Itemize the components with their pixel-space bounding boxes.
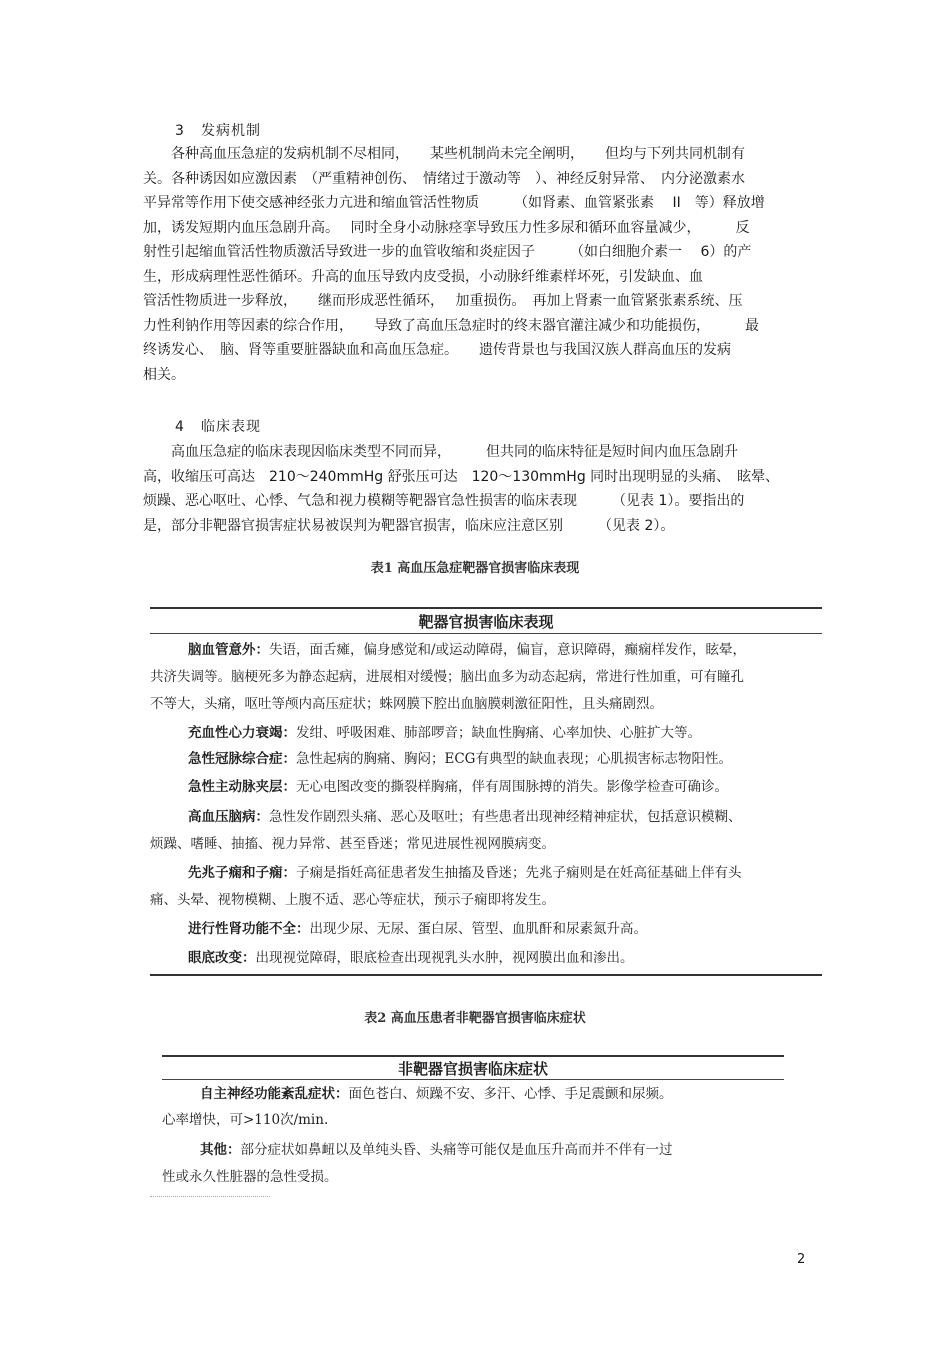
row-text: 不等大，头痛，呕吐等颅内高压症状；蛛网膜下腔出血脑膜刺激征阳性，且头痛剧烈。 [150,696,663,712]
table-row [150,832,555,852]
paragraph-line: 加，诱发短期内血压急剧升高。 同时全身小动脉痉挛导致压力性多尿和循环血容量减少， 反 [143,219,750,236]
page-number: 2 [797,1252,806,1267]
table-rule-top [162,1055,784,1057]
table-row [162,1108,328,1128]
table-rule-bottom [150,974,822,976]
row-text: 痛、头晕、视物模糊、上腹不适、恶心等症状，预示子痫即将发生。 [150,892,555,908]
row-text: 部分症状如鼻衄以及单纯头昏、头痛等可能仅是血压升高而并不伴有一过 [240,1142,673,1158]
row-label: 眼底改变： [188,950,256,966]
paragraph-line: 平异常等作用下使交感神经张力亢进和缩血管活性物质 （如肾素、血管紧张素 II 等）释放增 [143,195,765,211]
section-3-heading [175,120,261,140]
row-label: 急性冠脉综合症： [188,751,296,767]
table-2 [162,1048,784,1198]
row-text: 共济失调等。脑梗死多为静态起病，进展相对缓慢；脑出血多为动态起病，常进行性加重，可有瞳孔 [150,669,744,685]
section-3-paragraph [143,142,813,387]
table-row [188,775,728,795]
table-row [150,665,744,685]
paragraph-line: 高，收缩压可高达 210～240mmHg 舒张压可达 120～130mmHg 同时出现明显的头痛、 眩晕、 [143,468,780,485]
table-row [188,917,647,937]
paragraph-line: 烦躁、恶心呕吐、心悸、气急和视力模糊等靶器官急性损害的临床表现 （见表 1）。要指出的 [143,493,745,509]
table-row [188,946,634,966]
table-row [200,1082,673,1102]
table-row [162,1165,338,1185]
paragraph-line: 射性引起缩血管活性物质激活导致进一步的血管收缩和炎症因子 （如白细胞介素一 6）的产 [143,244,752,260]
row-text: 心率增快，可>110次/min. [162,1112,329,1128]
table-row [188,638,746,658]
row-text: 急性起病的胸痛、胸闷；ECG有典型的缺血表现；心肌损害标志物阳性。 [296,751,732,767]
table-2-caption: 表2 高血压患者非靶器官损害临床症状 [364,1011,586,1026]
paragraph-line: 终诱发心、 脑、肾等重要脏器缺血和高血压急症。 遗传背景也与我国汉族人群高血压的发病 [143,342,731,358]
row-label: 先兆子痫和子痫： [188,865,296,881]
row-label: 急性主动脉夹层： [188,779,296,795]
row-text: 子痫是指妊高征患者发生抽搐及昏迷；先兆子痫则是在妊高征基础上伴有头 [296,865,742,881]
paragraph-line: 高血压急症的临床表现因临床类型不同而异， 但共同的临床特征是短时间内血压急剧升 [143,444,738,460]
paragraph-line: 是，部分非靶器官损害症状易被误判为靶器官损害，临床应注意区别 （见表 2）。 [143,517,675,534]
table-rule-header [162,1079,784,1080]
paragraph-line: 管活性物质进一步释放， 继而形成恶性循环， 加重损伤。 再加上肾素一血管紧张素系统、压 [143,293,743,309]
table-row [150,692,663,712]
table-1-caption: 表1 高血压急症靶器官损害临床表现 [370,561,580,576]
row-label: 脑血管意外： [188,642,269,658]
paragraph-line: 各种高血压急症的发病机制不尽相同， 某些机制尚未完全阐明， 但均与下列共同机制有 [143,146,745,162]
section-3-title: 发病机制 [201,123,261,139]
row-text: 失语，面舌瘫，偏身感觉和/或运动障碍，偏盲，意识障碍，癫痫样发作，眩晕， [269,642,747,658]
table-1 [150,600,822,980]
section-3-number: 3 [175,123,185,139]
row-label: 高血压脑病： [188,809,269,825]
row-label: 其他： [200,1142,241,1158]
section-4-paragraph [143,440,813,538]
row-label: 自主神经功能紊乱症状： [200,1086,349,1102]
section-4-title: 临床表现 [201,419,261,435]
table-rule-top [150,607,822,609]
row-text: 发绀、呼吸困难、肺部啰音；缺血性胸痛、心率加快、心脏扩大等。 [296,725,701,741]
table-row [188,747,732,767]
section-4-number: 4 [175,419,185,435]
paragraph-line: 关。各种诱因如应激因素 （严重精神创伤、 情绪过于激动等 ）、神经反射异常、 内分泌激素水 [143,170,745,187]
table-row [188,805,742,825]
scan-artifact [150,1196,270,1199]
table-row [188,861,742,881]
row-label: 充血性心力衰竭： [188,725,296,741]
row-label: 进行性肾功能不全： [188,921,310,937]
row-text: 性或永久性脏器的急性受损。 [162,1169,338,1185]
table-1-header: 靶器官损害临床表现 [418,613,554,631]
row-text: 面色苍白、烦躁不安、多汗、心悸、手足震颤和尿频。 [348,1086,673,1102]
table-row [150,888,555,908]
row-text: 无心电图改变的撕裂样胸痛，伴有周围脉搏的消失。影像学检查可确诊。 [296,779,728,795]
row-text: 出现少尿、无尿、蛋白尿、管型、血肌酐和尿素氮升高。 [309,921,647,937]
row-text: 烦躁、嗜睡、抽搐、视力异常、甚至昏迷；常见进展性视网膜病变。 [150,836,555,852]
row-text: 急性发作剧烈头痛、恶心及呕吐；有些患者出现神经精神症状，包括意识模糊、 [269,809,742,825]
paragraph-line: 生，形成病理性恶性循环。升高的血压导致内皮受损，小动脉纤维素样坏死，引发缺血、血 [143,268,703,285]
table-rule-header [150,633,822,634]
row-text: 出现视觉障碍，眼底检查出现视乳头水肿，视网膜出血和渗出。 [255,950,634,966]
section-4-heading [175,416,261,436]
table-2-header: 非靶器官损害临床症状 [397,1060,548,1078]
paragraph-line: 相关。 [143,366,185,383]
table-row [200,1138,673,1158]
table-row [188,721,701,741]
paragraph-line: 力性利钠作用等因素的综合作用， 导致了高血压急症时的终末器官灌注减少和功能损伤， 最 [143,317,759,334]
